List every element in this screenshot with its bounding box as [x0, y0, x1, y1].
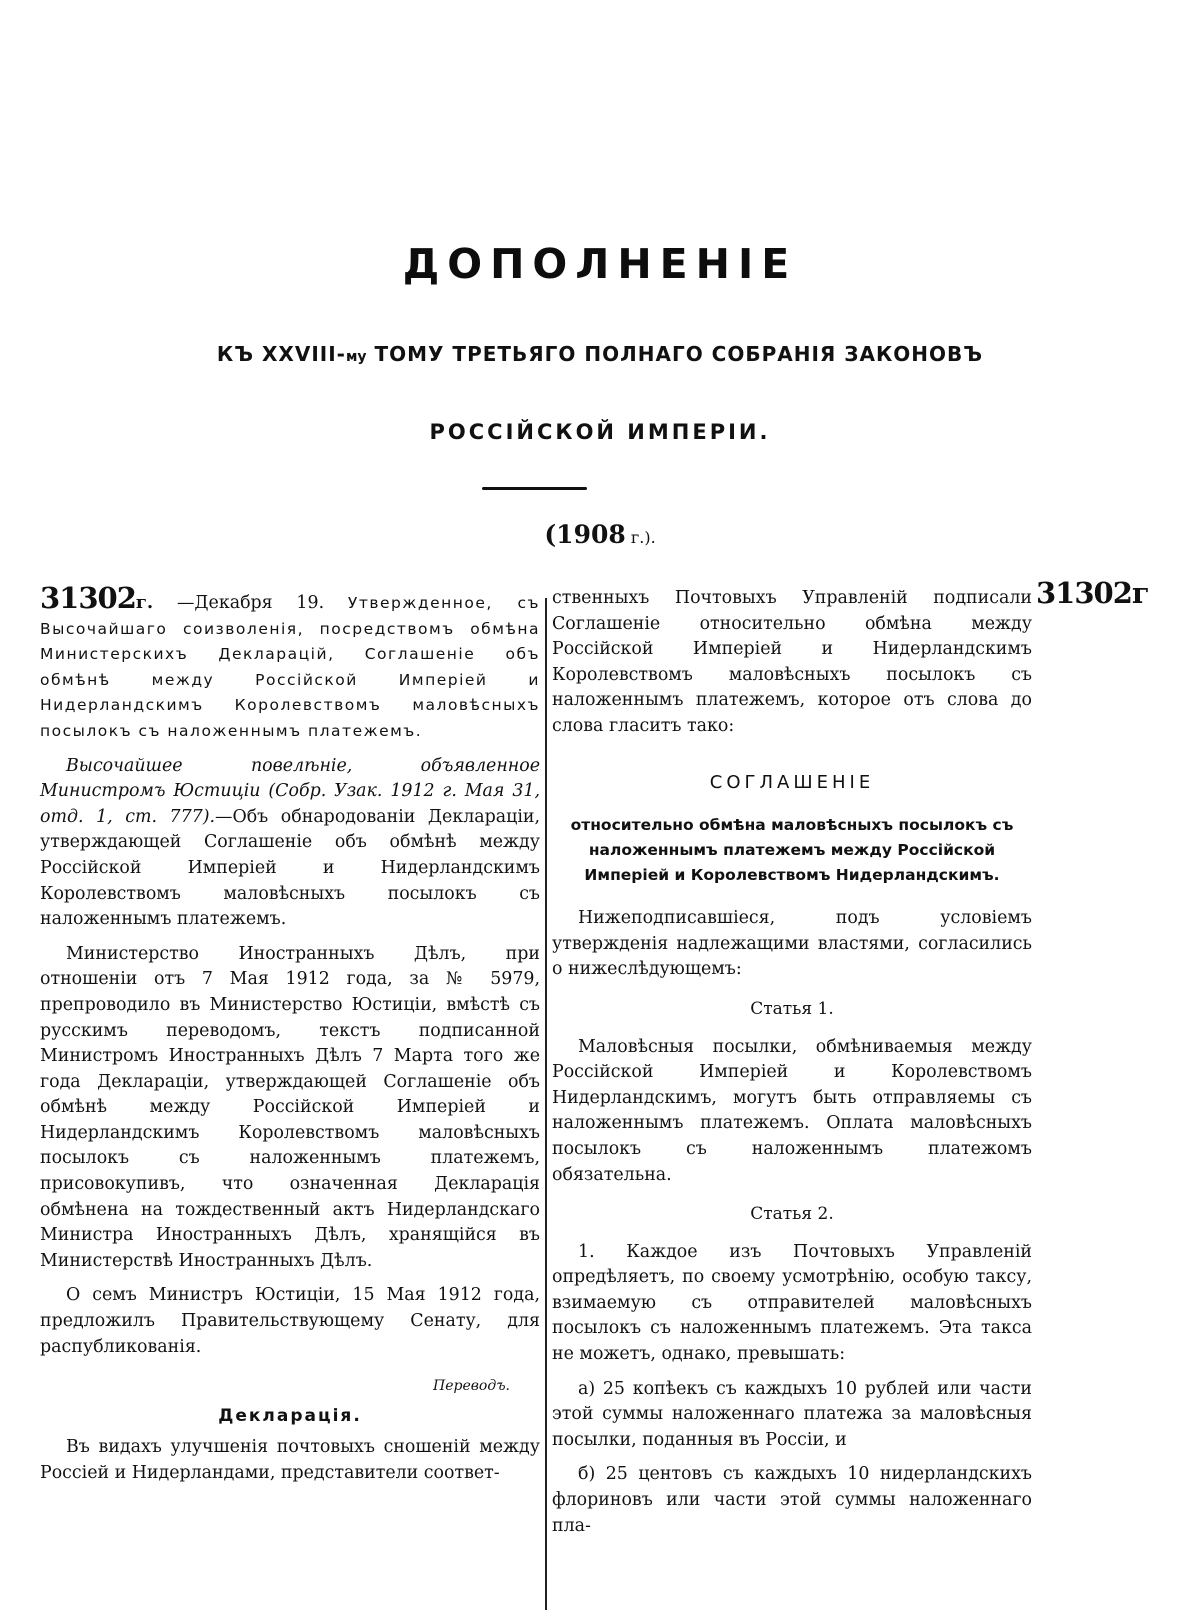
decree-text: —Объ обнародованіи Деклараціи, утверждающей Соглашеніе объ обмѣнѣ между Россійской Имперіей и Нидерландскимъ Королевствомъ маловѣсныхъ посылокъ съ наложеннымъ платежемъ. — [40, 806, 541, 930]
right-column — [552, 586, 1032, 1548]
subtitle-pre: КЪ XXVIII- — [216, 342, 346, 366]
decree-paragraph — [40, 754, 540, 933]
year-suffix: г.). — [625, 528, 656, 547]
entry-number: 31302 — [40, 581, 136, 615]
subtitle-rest: ТОМУ ТРЕТЬЯГО ПОЛНАГО СОБРАНІЯ ЗАКОНОВЪ — [366, 342, 984, 366]
entry-title: Утвержденное, съ Высочайшаго соизволенія, посредствомъ обмѣна Министерскихъ Декларацій, Соглашеніе объ обмѣнѣ между Россійской Имперіей и Нидерландскимъ Королевствомъ маловѣсныхъ посылокъ съ наложеннымъ платежемъ. — [40, 594, 540, 740]
entry-number-suffix: г. — [135, 592, 154, 613]
year-heading — [0, 520, 1200, 549]
article-2-paragraph: 1. Каждое изъ Почтовыхъ Управленій опредѣляетъ, по своему усмотрѣнію, особую таксу, взимаемую съ отправителей маловѣсныхъ посылокъ съ наложеннымъ платежемъ. Эта такса не можетъ, однако, превышать: — [552, 1241, 1032, 1365]
document-subtitle-empire: РОССІЙСКОЙ ИМПЕРІИ. — [429, 420, 771, 444]
article-2-heading: Статья 2. — [750, 1204, 834, 1225]
article-2-item-b: б) 25 центовъ съ каждыхъ 10 нидерландскихъ флориновъ или части этой суммы наложеннаго пла- — [552, 1464, 1032, 1536]
article-2-item-a: а) 25 копѣекъ съ каждыхъ 10 рублей или части этой суммы наложеннаго платежа за маловѣсныя посылки, поданныя въ Россіи, и — [552, 1378, 1032, 1450]
subtitle-suffix: му — [345, 349, 367, 365]
article-1-paragraph: Маловѣсныя посылки, обмѣниваемыя между Россійской Имперіей и Королевствомъ Нидерландскимъ, могутъ быть отправляемы съ наложеннымъ платежемъ. Оплата маловѣсныхъ посылокъ съ наложеннымъ платежомъ обязательна. — [552, 1036, 1032, 1185]
senate-paragraph: О семъ Министръ Юстиціи, 15 Мая 1912 года, предложилъ Правительствующему Сенату, для распубликованія. — [40, 1285, 540, 1357]
continuation-paragraph: ственныхъ Почтовыхъ Управленій подписали Соглашеніе относительно обмѣна между Россійской Имперіей и Нидерландскимъ Королевствомъ маловѣсныхъ посылокъ съ наложеннымъ платежемъ, которое отъ слова до слова гласитъ тако: — [552, 588, 1032, 736]
left-column — [40, 581, 541, 1496]
article-1-heading: Статья 1. — [750, 998, 834, 1019]
decree-reference: Высочайшее повелѣніе, объявленное Министромъ Юстиціи (Собр. Узак. 1912 г. Мая 31, отд. 1, ст. 777). — [40, 755, 540, 827]
agreement-subheading: относительно обмѣна маловѣсныхъ посылокъ съ наложеннымъ платежемъ между Россійской Имперіей и Королевствомъ Нидерландскимъ. — [570, 816, 1014, 885]
declaration-heading: Декларація. — [218, 1405, 362, 1426]
column-divider — [545, 598, 547, 1610]
year-value: 1908 — [556, 520, 626, 549]
year-open: ( — [544, 520, 557, 549]
ministry-paragraph: Министерство Иностранныхъ Дѣлъ, при отношеніи отъ 7 Мая 1912 года, за № 5979, препроводило въ Министерство Юстиціи, вмѣстѣ съ русскимъ переводомъ, текстъ подписанной Министромъ Иностранныхъ Дѣлъ 7 Марта того же года Деклараціи, утверждающей Соглашеніе объ обмѣнѣ между Россійской Имперіей и Нидерландскимъ Королевствомъ маловѣсныхъ посылокъ съ наложеннымъ платежемъ, присовокупивъ, что означенная Декларація обмѣнена на тождественный актъ Нидерландскаго Министра Иностранныхъ Дѣлъ, хранящійся въ Министерствѣ Иностранныхъ Дѣлъ. — [40, 943, 540, 1271]
margin-entry-number: 31302г — [1036, 576, 1149, 610]
translation-note: Переводъ. — [433, 1378, 510, 1395]
entry-date: —Декабря 19. — [153, 593, 348, 613]
signatories-paragraph: Нижеподписавшіеся, подъ условіемъ утвержденія надлежащими властями, согласились о нижеслѣдующемъ: — [552, 908, 1032, 980]
document-subtitle — [0, 342, 1200, 366]
agreement-heading: СОГЛАШЕНІЕ — [709, 771, 875, 793]
document-title: ДОПОЛНЕНІЕ — [402, 240, 798, 288]
declaration-paragraph: Въ видахъ улучшенія почтовыхъ сношеній между Россіей и Нидерландами, представители соответ- — [40, 1437, 540, 1483]
entry-paragraph — [40, 581, 540, 745]
title-rule — [482, 487, 587, 490]
